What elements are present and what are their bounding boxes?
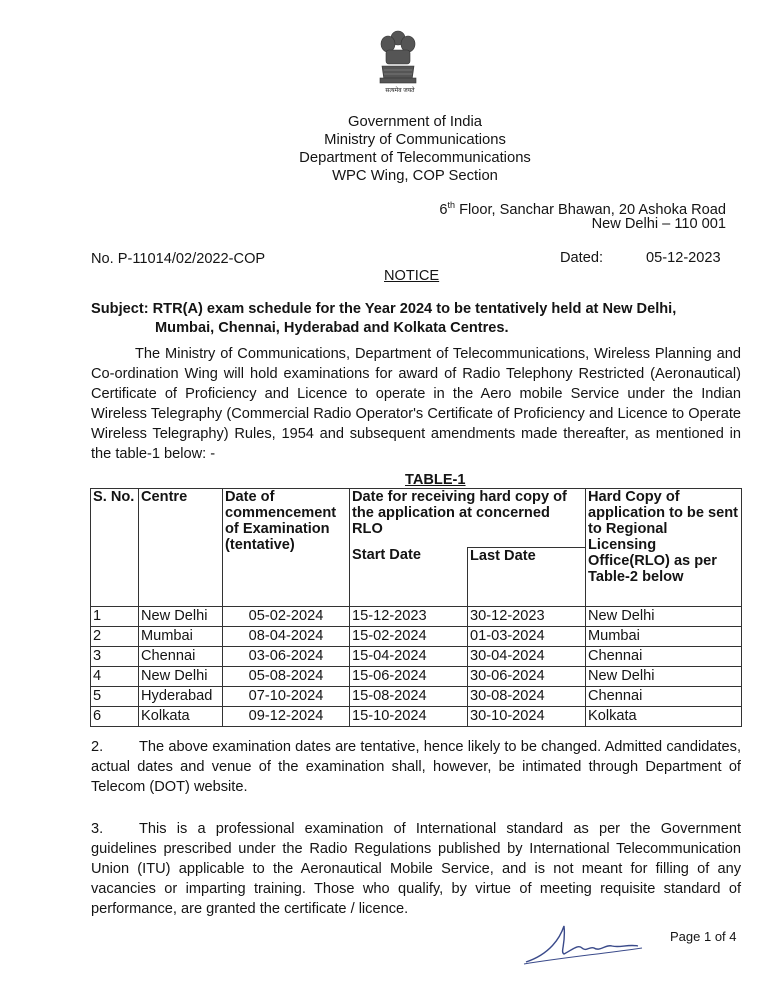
table-row	[91, 647, 742, 667]
subject: Subject: RTR(A) exam schedule for the Year 2024 to be tentatively held at New Delhi, Mumbai, Chennai, Hyderabad and Kolkata Centres.	[91, 301, 677, 336]
header-line-3: Department of Telecommunications	[299, 150, 531, 166]
paragraph-1: The Ministry of Communications, Department of Telecommunications, Wireless Planning and Co-ordination Wing will hold examinations for award of Radio Telephony Restricted (Aeronautical) Certificate of Proficiency and Licence to operate in the Aero mobile Service under the Indian Wireless Telegraphy (Commercial Radio Operator's Certificate of Proficiency and Licence to Operate Wireless Telegraphy) Rules, 1954 and subsequent amendments made thereafter, as mentioned in the table-1 below: -	[91, 346, 741, 462]
emblem-motto: सत्यमेव जयते	[385, 88, 415, 94]
header-centre: Centre	[139, 489, 223, 607]
cell-sno: 5	[91, 687, 139, 707]
notice-title: NOTICE	[384, 268, 440, 284]
cell-centre: New Delhi	[139, 607, 223, 627]
cell-rlo: Mumbai	[586, 627, 742, 647]
cell-exam-date: 05-02-2024	[223, 607, 350, 627]
header-date-exam: Date of commencement of Examination (tentative)	[223, 489, 350, 607]
address-line-2: New Delhi – 110 001	[591, 216, 726, 232]
cell-exam-date: 07-10-2024	[223, 687, 350, 707]
signature-icon	[520, 918, 660, 968]
cell-start-date: 15-08-2024	[350, 687, 468, 707]
cell-last-date: 30-08-2024	[468, 687, 586, 707]
dated: Dated: 05-12-2023	[560, 250, 721, 266]
cell-exam-date: 03-06-2024	[223, 647, 350, 667]
cell-last-date: 30-12-2023	[468, 607, 586, 627]
address-line-1: 6th Floor, Sanchar Bhawan, 20 Ashoka Road	[439, 200, 726, 218]
cell-centre: Kolkata	[139, 707, 223, 727]
cell-exam-date: 05-08-2024	[223, 667, 350, 687]
cell-start-date: 15-10-2024	[350, 707, 468, 727]
cell-start-date: 15-02-2024	[350, 627, 468, 647]
national-emblem-icon	[372, 28, 424, 94]
header-sno: S. No.	[91, 489, 139, 607]
header-line-2: Ministry of Communications	[324, 132, 506, 148]
cell-rlo: Chennai	[586, 647, 742, 667]
cell-rlo: New Delhi	[586, 607, 742, 627]
cell-exam-date: 08-04-2024	[223, 627, 350, 647]
cell-rlo: Chennai	[586, 687, 742, 707]
cell-last-date: 30-04-2024	[468, 647, 586, 667]
reference-number: No. P-11014/02/2022-COP	[91, 251, 266, 267]
cell-sno: 1	[91, 607, 139, 627]
table-row	[91, 687, 742, 707]
table-title: TABLE-1	[405, 472, 466, 488]
cell-start-date: 15-04-2024	[350, 647, 468, 667]
cell-centre: Hyderabad	[139, 687, 223, 707]
cell-exam-date: 09-12-2024	[223, 707, 350, 727]
paragraph-3: 3. This is a professional examination of International standard as per the Government guidelines prescribed under the Radio Regulations published by International Telecommunication Union (ITU) applicable to the Aeronautical Mobile Service, and is not meant for filling of any vacancies or imparting training. Those who qualify, by virtue of meeting requisite standard of performance, are granted the certificate / licence.	[91, 821, 741, 917]
cell-start-date: 15-12-2023	[350, 607, 468, 627]
header-line-4: WPC Wing, COP Section	[332, 168, 498, 184]
header-hard-copy: Hard Copy of application to be sent to Regional Licensing Office(RLO) as per Table-2 below	[586, 489, 742, 607]
header-date-receiving: Date for receiving hard copy of the application at concerned RLO	[350, 489, 586, 548]
cell-rlo: Kolkata	[586, 707, 742, 727]
cell-sno: 2	[91, 627, 139, 647]
cell-centre: Chennai	[139, 647, 223, 667]
table-row	[91, 627, 742, 647]
header-start-date: Start Date	[350, 547, 468, 606]
cell-sno: 3	[91, 647, 139, 667]
table-row	[91, 707, 742, 727]
cell-last-date: 30-10-2024	[468, 707, 586, 727]
cell-sno: 4	[91, 667, 139, 687]
paragraph-2: 2. The above examination dates are tentative, hence likely to be changed. Admitted candidates, actual dates and venue of the examination shall, however, be intimated through Department of Telecom (DOT) website.	[91, 739, 741, 795]
header-last-date: Last Date	[468, 547, 586, 606]
cell-last-date: 30-06-2024	[468, 667, 586, 687]
cell-centre: Mumbai	[139, 627, 223, 647]
table-row	[91, 607, 742, 627]
page-number: Page 1 of 4	[670, 929, 737, 944]
cell-start-date: 15-06-2024	[350, 667, 468, 687]
cell-sno: 6	[91, 707, 139, 727]
table-row	[91, 667, 742, 687]
cell-rlo: New Delhi	[586, 667, 742, 687]
cell-last-date: 01-03-2024	[468, 627, 586, 647]
cell-centre: New Delhi	[139, 667, 223, 687]
exam-schedule-table	[90, 488, 742, 727]
header-line-1: Government of India	[347, 114, 483, 130]
